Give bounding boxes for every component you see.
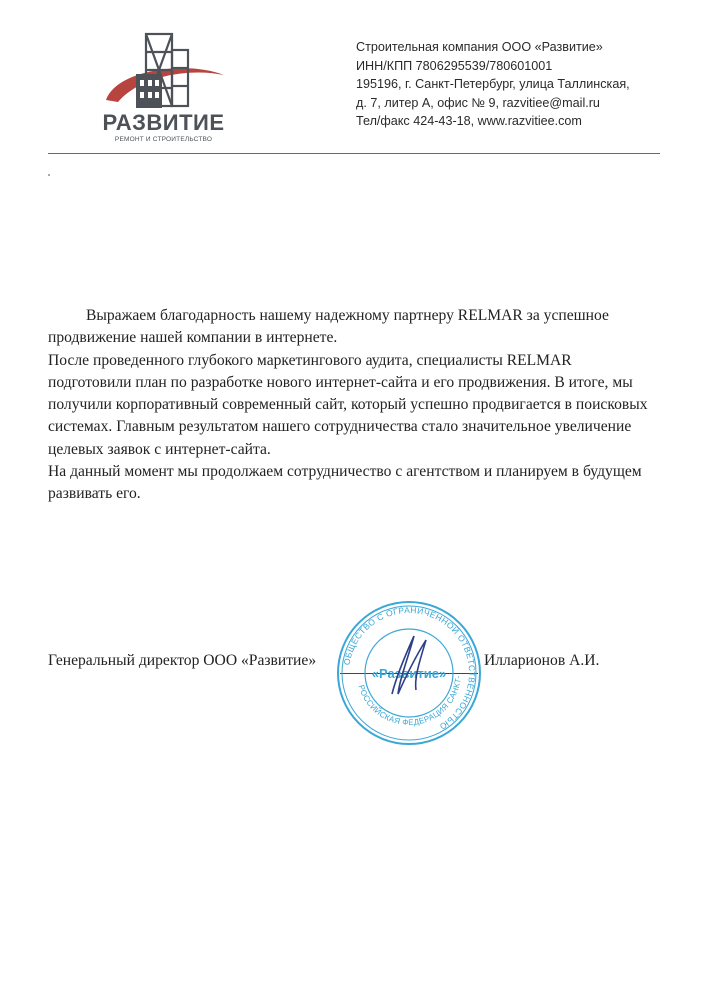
- header-divider: [48, 153, 660, 154]
- stamp-inner-text: РОССИЙСКАЯ ФЕДЕРАЦИЯ САНКТ-: [356, 675, 463, 728]
- stamp-outer-text: ОБЩЕСТВО С ОГРАНИЧЕННОЙ ОТВЕТСТВЕННОСТЬЮ: [341, 604, 478, 732]
- paragraph-future: На данный момент мы продолжаем сотрудничество с агентством и планируем в будущем развивать его.: [48, 463, 642, 503]
- signature-scribble: [392, 636, 426, 694]
- company-address-line2: д. 7, литер А, офис № 9, razvitiee@mail.ru: [356, 95, 600, 110]
- paragraph-gratitude: Выражаем благодарность нашему надежному партнеру RELMAR за успешное продвижение нашей компании в интернете.: [48, 307, 609, 347]
- signatory-title: Генеральный директор ООО «Развитие»: [48, 652, 317, 669]
- logo-name: РАЗВИТИЕ: [102, 110, 225, 135]
- stamp-center-text: «Развитие»: [371, 666, 447, 681]
- logo-tagline: РЕМОНТ И СТРОИТЕЛЬСТВО: [114, 136, 213, 143]
- company-name: Строительная компания ООО «Развитие»: [356, 40, 603, 54]
- company-inn-kpp: ИНН/КПП 7806295539/780601001: [356, 58, 553, 73]
- paragraph-audit: После проведенного глубокого маркетингового аудита, специалисты RELMAR подготовили план по разработке нового интернет-сайта и его продвижения. В итоге, мы получили корпоративный современный сайт, который успешно продвигается в поисковых системах. Главным результатом нашего сотрудничества стало значительное увеличение целевых заявок с интернет-сайта.: [48, 351, 648, 458]
- letter-body: [48, 305, 648, 506]
- company-logo: [96, 30, 231, 154]
- signatory-name: Илларионов А.И.: [484, 652, 600, 669]
- company-contacts: Тел/факс 424-43-18, www.razvitiee.com: [356, 114, 582, 129]
- company-stamp: [334, 598, 484, 748]
- company-details: [356, 38, 686, 131]
- scan-speck: [48, 174, 50, 176]
- building-logo-icon: [96, 30, 231, 112]
- stamp-seal-icon: [334, 598, 484, 748]
- company-address-line1: 195196, г. Санкт-Петербург, улица Таллинская,: [356, 77, 630, 92]
